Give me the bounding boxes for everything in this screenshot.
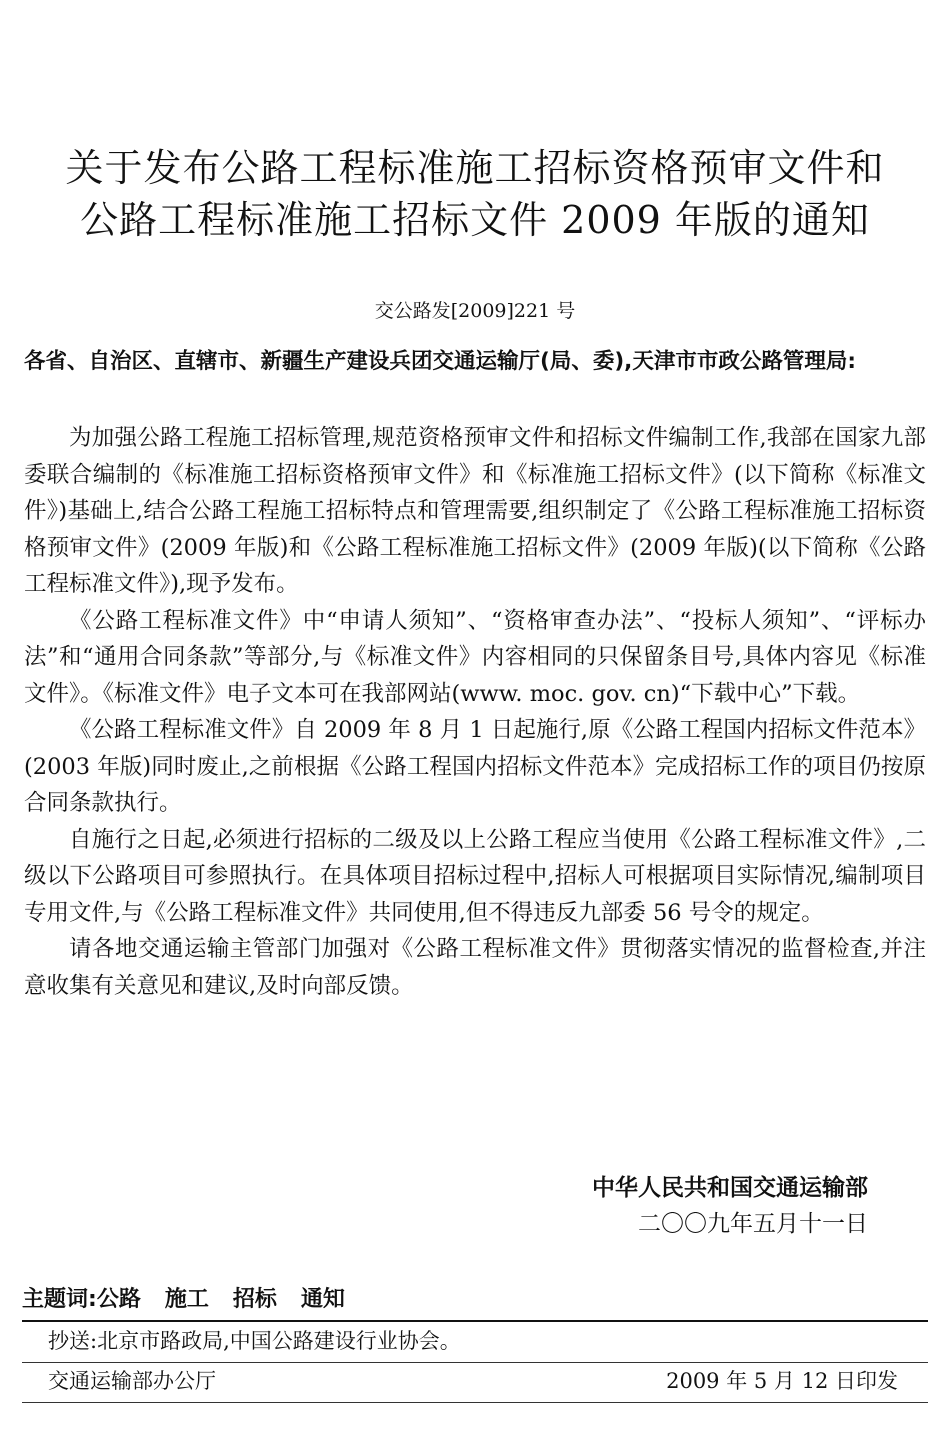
- keyword: 通知: [300, 1287, 345, 1312]
- subject-keywords: [22, 1283, 369, 1317]
- keyword: 施工: [164, 1287, 209, 1312]
- addressee: 各省、自治区、直辖市、新疆生产建设兵团交通运输厅(局、委),天津市市政公路管理局:: [24, 349, 856, 374]
- body-paragraph-5: 请各地交通运输主管部门加强对《公路工程标准文件》贯彻落实情况的监督检查,并注意收集有关意见和建议,及时向部反馈。: [24, 936, 926, 999]
- issue-date: 二〇〇九年五月十一日: [638, 1211, 868, 1237]
- keyword: 招标: [232, 1287, 277, 1312]
- print-date: 2009 年 5 月 12 日印发: [666, 1369, 898, 1393]
- printing-office: 交通运输部办公厅: [48, 1369, 216, 1393]
- issuing-organization: 中华人民共和国交通运输部: [592, 1175, 868, 1201]
- body-paragraph-4: 自施行之日起,必须进行招标的二级及以上公路工程应当使用《公路工程标准文件》,二级以下公路项目可参照执行。在具体项目招标过程中,招标人可根据项目实际情况,编制项目专用文件,与《公路工程标准文件》共同使用,但不得违反九部委 56 号令的规定。: [24, 826, 926, 926]
- divider-line: [22, 1320, 928, 1322]
- document-body: [24, 420, 926, 1004]
- divider-line: [22, 1362, 928, 1363]
- divider-line: [22, 1402, 928, 1403]
- body-paragraph-3: 《公路工程标准文件》自 2009 年 8 月 1 日起施行,原《公路工程国内招标文件范本》(2003 年版)同时废止,之前根据《公路工程国内招标文件范本》完成招标工作的项目仍按原合同条款执行。: [24, 717, 926, 816]
- body-paragraph-1: 为加强公路工程施工招标管理,规范资格预审文件和招标文件编制工作,我部在国家九部委联合编制的《标准施工招标资格预审文件》和《标准施工招标文件》(以下简称《标准文件》)基础上,结合公路工程施工招标特点和管理需要,组织制定了《公路工程标准施工招标资格预审文件》(2009 年版)和《公路工程标准施工招标文件》(2009 年版)(以下简称《公路工程标准文件》),现予发布。: [24, 425, 926, 597]
- keywords-label: 主题词:: [22, 1287, 97, 1312]
- cc-recipients: 抄送:北京市路政局,中国公路建设行业协会。: [48, 1329, 461, 1353]
- document-number: 交公路发[2009]221 号: [374, 300, 576, 322]
- document-title-line-2: 公路工程标准施工招标文件 2009 年版的通知: [80, 198, 870, 242]
- signature-block: [592, 1170, 868, 1242]
- keyword: 公路: [96, 1287, 141, 1312]
- body-paragraph-2: 《公路工程标准文件》中“申请人须知”、“资格审查办法”、“投标人须知”、“评标办法”和“通用合同条款”等部分,与《标准文件》内容相同的只保留条目号,具体内容见《标准文件》。《标准文件》电子文本可在我部网站(www. moc. gov. cn)“下载中心”下载。: [24, 607, 926, 707]
- document-title-line-1: 关于发布公路工程标准施工招标资格预审文件和: [65, 146, 885, 190]
